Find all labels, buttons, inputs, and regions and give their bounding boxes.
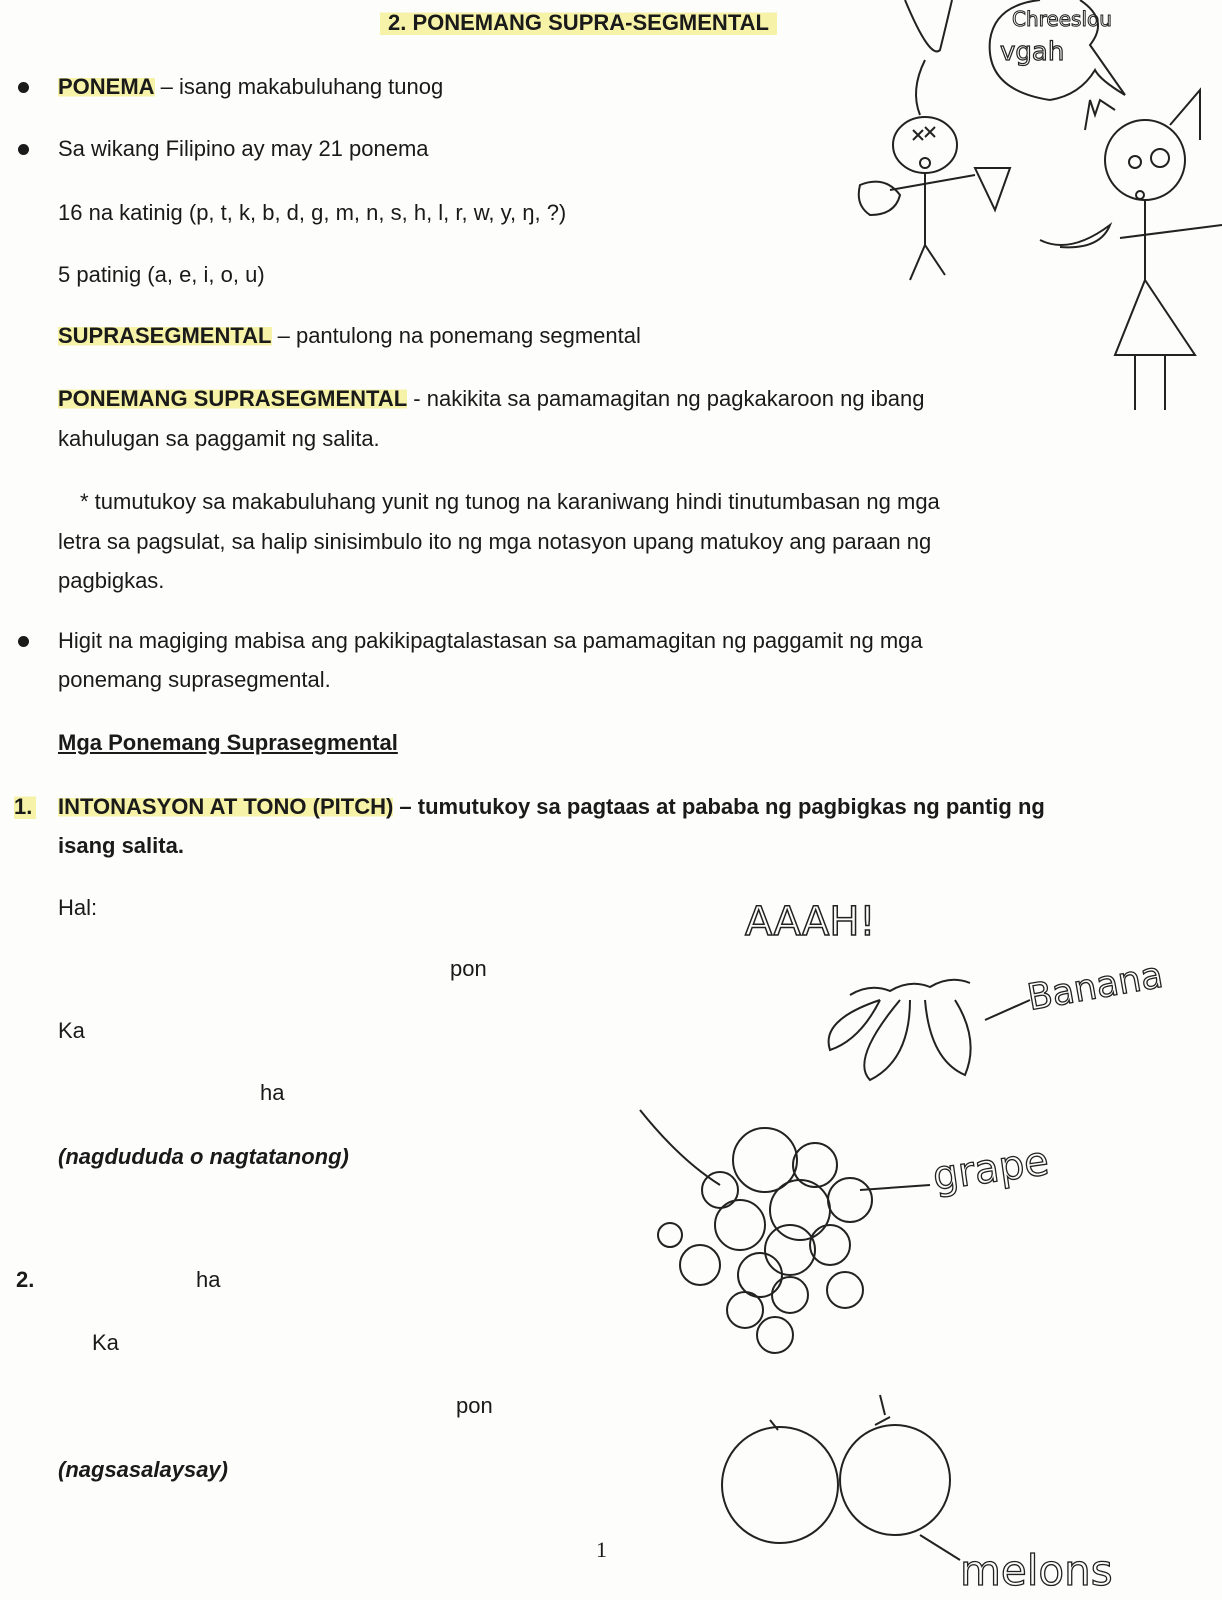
syllable: pon xyxy=(456,1393,493,1418)
aaah-text: AAAH! xyxy=(745,899,876,945)
definition-cont: kahulugan sa paggamit ng salita. xyxy=(58,426,380,451)
syllable: Ka xyxy=(92,1330,119,1355)
speech-text: Chreeslou xyxy=(1012,7,1112,31)
syllable: ha xyxy=(196,1267,221,1292)
speech-text: vgah xyxy=(1000,37,1065,67)
stick-figure-right xyxy=(1040,90,1222,410)
syllable: pon xyxy=(450,956,487,981)
item-number: 2. xyxy=(16,1267,35,1292)
definition: – pantulong na ponemang segmental xyxy=(271,323,641,348)
syllable: Ka xyxy=(58,1018,85,1043)
example-label: Hal: xyxy=(58,895,98,920)
syllable: ha xyxy=(260,1080,285,1105)
section-heading: Mga Ponemang Suprasegmental xyxy=(58,730,398,755)
grape-label: grape xyxy=(929,1138,1052,1200)
patinig-text: 5 patinig (a, e, i, o, u) xyxy=(58,262,265,287)
melons-label: melons xyxy=(960,1546,1113,1595)
definition: – isang makabuluhang tunog xyxy=(154,74,444,99)
note-line: letra sa pagsulat, sa halip sinisimbulo ito ng mga notasyon upang matukoy ang paraan ng xyxy=(58,529,932,554)
term: SUPRASEGMENTAL xyxy=(58,323,272,348)
term: INTONASYON AT TONO (PITCH) xyxy=(58,794,394,819)
grape-drawing xyxy=(640,1110,1052,1353)
term: PONEMANG SUPRASEGMENTAL xyxy=(58,386,408,411)
page-title: 2. PONEMANG SUPRA-SEGMENTAL xyxy=(380,8,777,38)
banana-drawing xyxy=(829,955,1166,1080)
bullet-text: Sa wikang Filipino ay may 21 ponema xyxy=(58,136,429,161)
item-number: 1. xyxy=(14,792,36,822)
page-number: 1 xyxy=(596,1537,607,1562)
example-meaning: (nagdududa o nagtatanong) xyxy=(58,1144,349,1169)
definition-cont: isang salita. xyxy=(58,833,184,858)
definition: – tumutukoy sa pagtaas at pababa ng pagbigkas ng pantig ng xyxy=(393,794,1045,819)
note-line: * tumutukoy sa makabuluhang yunit ng tunog na karaniwang hindi tinutumbasan ng mga xyxy=(80,489,940,514)
bullet-text-cont: ponemang suprasegmental. xyxy=(58,667,331,692)
bullet-text: Higit na magiging mabisa ang pakikipagtalastasan sa pamamagitan ng paggamit ng mga xyxy=(58,628,923,653)
definition: - nakikita sa pamamagitan ng pagkakaroon ng ibang xyxy=(407,386,925,411)
term: PONEMA xyxy=(58,74,155,99)
note-line: pagbigkas. xyxy=(58,568,165,593)
stick-figure-left xyxy=(859,0,1010,280)
melons-drawing xyxy=(722,1395,1113,1595)
katinig-text: 16 na katinig (p, t, k, b, d, g, m, n, s, h, l, r, w, y, ŋ, ?) xyxy=(58,200,567,225)
speech-bubble xyxy=(990,0,1125,100)
banana-label: Banana xyxy=(1024,954,1167,1019)
example-meaning: (nagsasalaysay) xyxy=(58,1457,228,1482)
